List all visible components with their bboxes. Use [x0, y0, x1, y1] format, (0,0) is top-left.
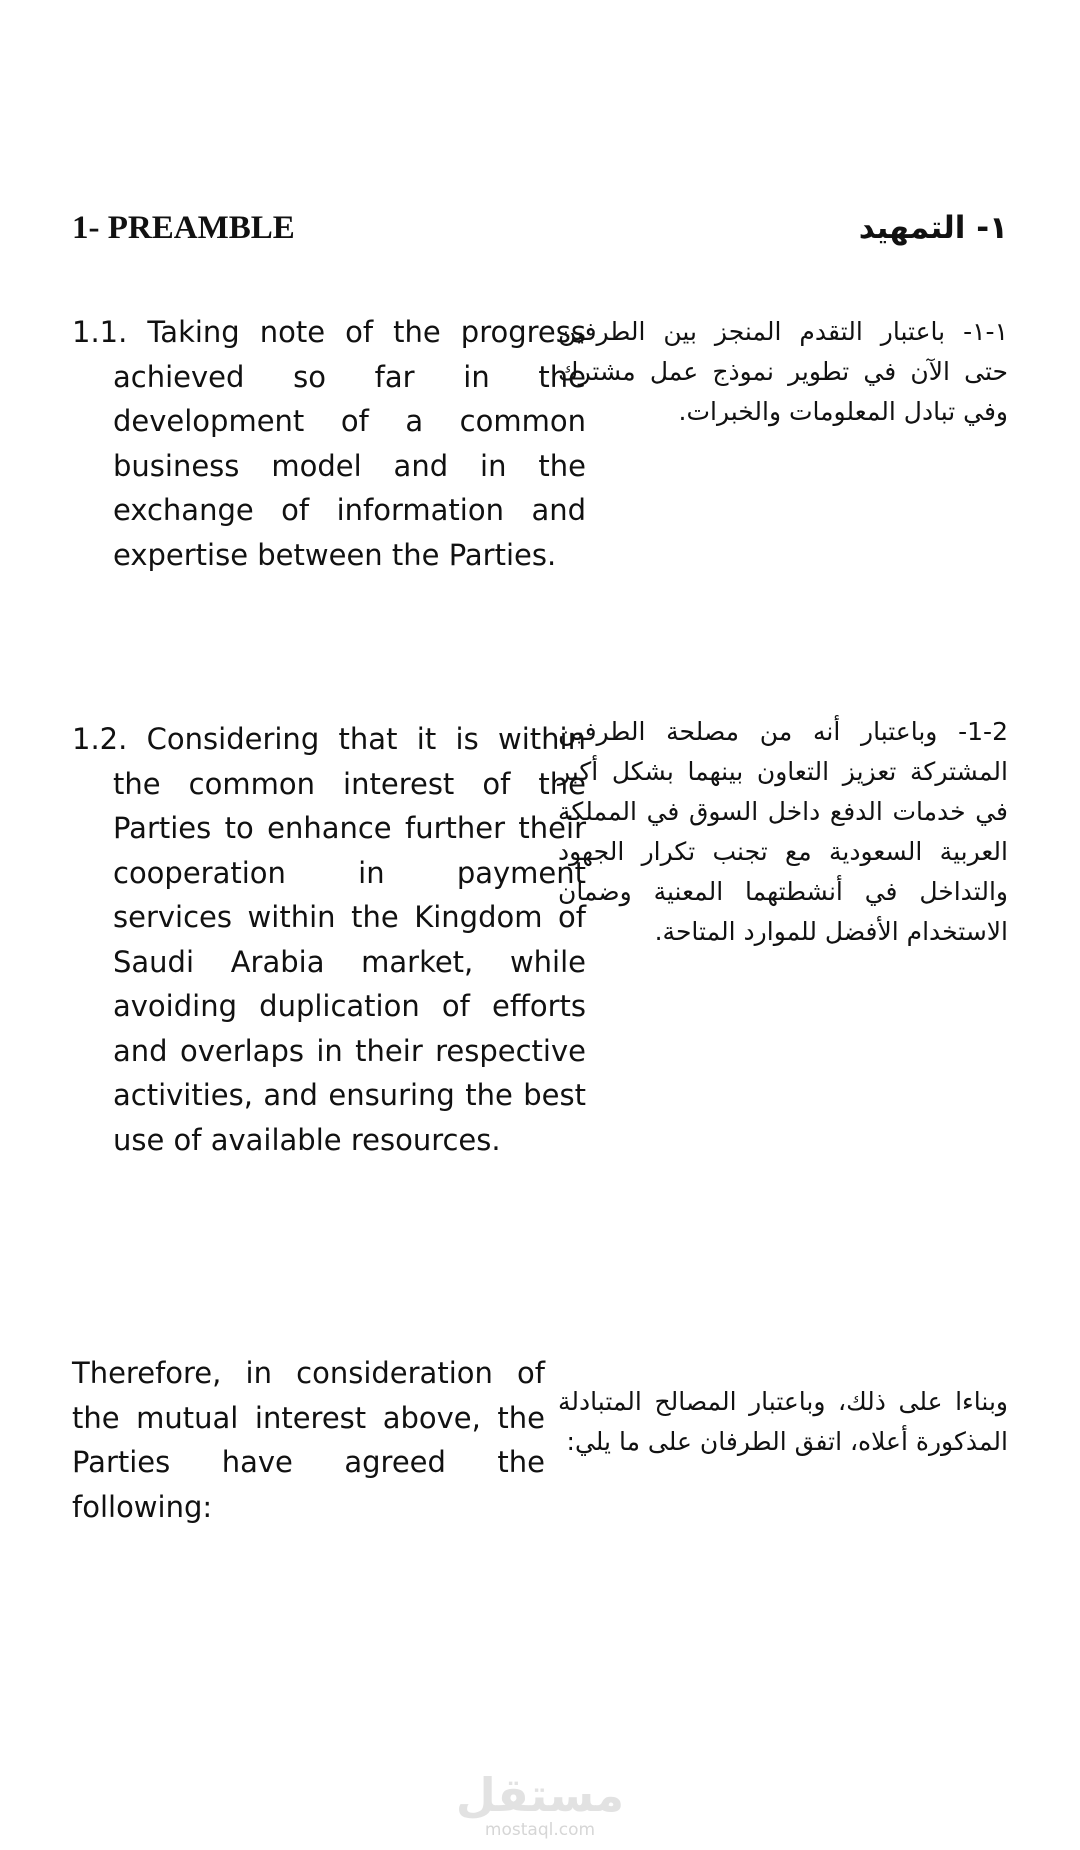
preamble-heading-english: 1- PREAMBLE	[72, 210, 295, 246]
conclusion-arabic: وبناءا على ذلك، وباعتبار المصالح المتبادلة المذكورة أعلاه، اتفق الطرفان على ما يلي:	[558, 1387, 1008, 1456]
clause-1-2-english: 1.2. Considering that it is within the common interest of the Parties to enhance further their cooperation in payment services within the Kingdom of Saudi Arabia market, while avoiding duplication of efforts and overlaps in their respective activities, and ensuring the best use of available resources.	[72, 722, 586, 1157]
watermark-url: mostaql.com	[484, 1820, 596, 1840]
mostaql-watermark	[0, 1770, 1080, 1840]
conclusion-english: Therefore, in consideration of the mutual interest above, the Parties have agreed the following:	[72, 1356, 545, 1524]
clause-1-1-arabic: ١-١- باعتبار التقدم المنجز بين الطرفين حتى الآن في تطوير نموذج عمل مشترك وفي تبادل المعلومات والخبرات.	[558, 317, 1008, 426]
clause-1-2-arabic: 1-2- وباعتبار أنه من مصلحة الطرفين المشتركة تعزيز التعاون بينهما بشكل أكبر في خدمات الدفع داخل السوق في المملكة العربية السعودية مع تجنب تكرار الجهود والتداخل في أنشطتهما المعنية وضمان الاستخدام الأفضل للموارد المتاحة.	[558, 717, 1008, 946]
watermark-arabic-logo: مستقل	[455, 1768, 625, 1822]
preamble-heading-arabic: ١- التمهيد	[858, 210, 1008, 246]
clause-1-1-english: 1.1. Taking note of the progress achieved so far in the development of a common business model and in the exchange of information and expertise between the Parties.	[72, 315, 586, 572]
